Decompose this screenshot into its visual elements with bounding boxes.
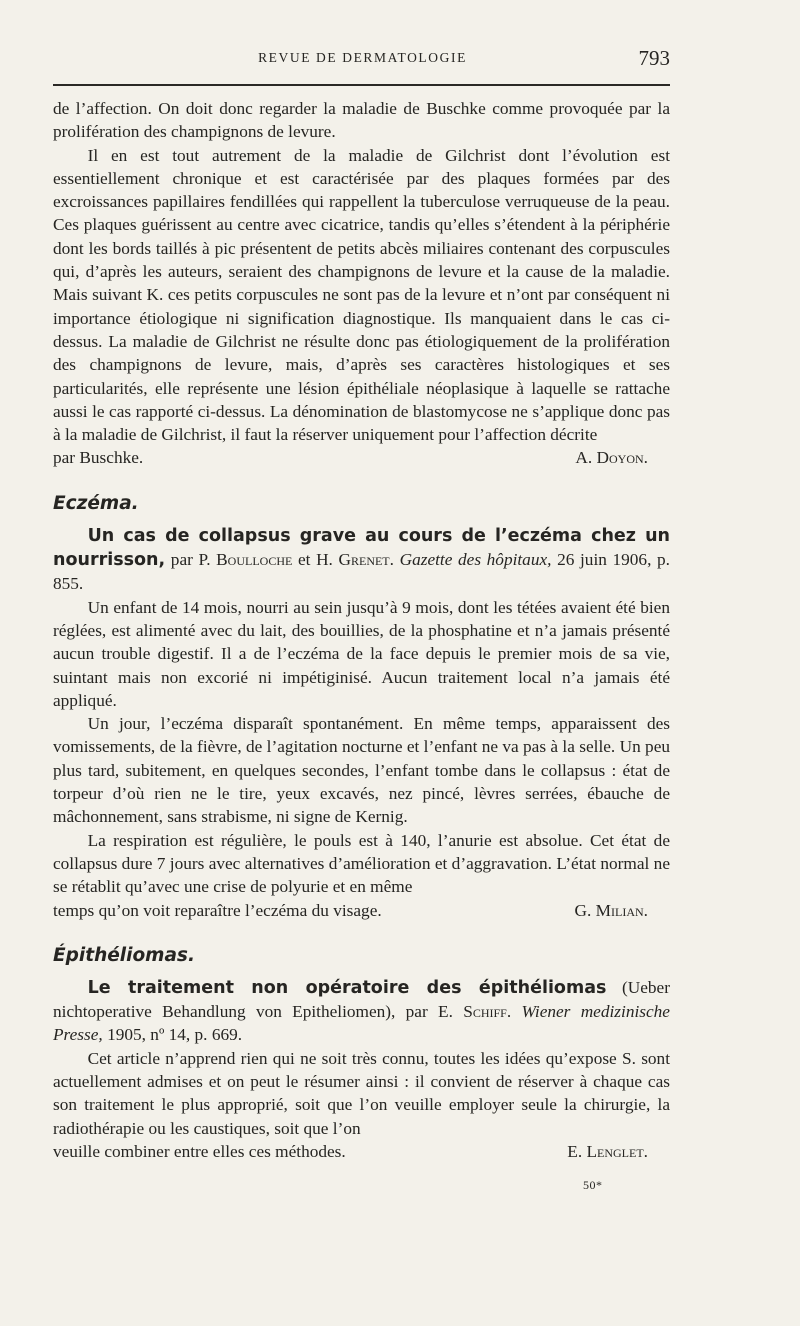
page-number: 793 bbox=[638, 46, 670, 70]
signature-mark: 50* bbox=[583, 1178, 603, 1192]
epitheliomas-paragraph-1-text: Cet article n’apprend rien qui ne soit très connu, toutes les idées qu’expose S. sont actuellement admises et on peut le résumer ainsi : il convient de réserver à chaque cas son traitement le plus approprié, soit que l’on veuille employer seule la chirurgie, la radiothérapie ou les caustiques, soit que l’on bbox=[53, 1048, 670, 1138]
article-heading-epitheliomas bbox=[53, 976, 670, 1047]
author-1-initial: P. bbox=[198, 550, 211, 570]
author-initial-epitheliomas: E. bbox=[438, 1002, 453, 1022]
intro-paragraph-2-text: Il en est tout autrement de la maladie de Gilchrist dont l’évolution est essentiellement chronique et est caractérisée par des plaques formées par des excroissances papillaires fendillées qui rappellent la tuberculose verruqueuse de la peau. Ces plaques guérissent au centre avec cicatrice, tandis qu’elles s’étendent à la périphérie dont les bords taillés à pic présentent de petits abcès miliaires contenant des corpuscules qui, d’après les auteurs, seraient des champignons de levure et la cause de la maladie. Mais suivant K. ces petits corpuscules ne sont pas de la levure et n’ont par conséquent ni importance étiologique ni signification diagnostique. Ils manquaient dans le cas ci-dessus. La maladie de Gilchrist ne résulte donc pas étiologiquement de la prolifération des champignons de levure, mais, d’après ses caractères histologiques et ses particularités, elle représente une lésion épithéliale néoplasique à laquelle se rattache aussi le cas rapporté ci-dessus. La dénomination de blastomycose ne s’applique donc pas à la maladie de Gilchrist, il faut la réserver uniquement pour l’affection décrite bbox=[53, 145, 670, 445]
german-title: (Ueber nichtoperative Behandlung von Epitheliomen), par bbox=[53, 977, 670, 1022]
eczema-paragraph-3-text: La respiration est régulière, le pouls est à 140, l’anurie est absolue. Cet état de collapsus dure 7 jours avec alternatives d’amélioration et d’aggravation. L’état normal ne se rétablit qu’avec une crise de polyurie et en même bbox=[53, 830, 670, 897]
citation-eczema: 26 juin 1906, p. 855. bbox=[53, 550, 670, 594]
journal-name-epitheliomas: Wiener medizinische Presse, bbox=[53, 1002, 670, 1045]
intro-paragraph-2-last: par Buschke. bbox=[53, 448, 144, 468]
byline-par: par bbox=[170, 550, 193, 570]
intro-paragraph-1: de l’affection. On doit donc regarder la maladie de Buschke comme provoquée par la prolifération des champignons de levure. bbox=[53, 99, 670, 142]
journal-name-eczema: Gazette des hôpitaux, bbox=[399, 550, 552, 570]
citation-epitheliomas: 1905, nº 14, p. 669. bbox=[107, 1025, 243, 1045]
body-text bbox=[53, 97, 670, 1163]
page-header bbox=[55, 46, 670, 74]
header-rule bbox=[53, 84, 670, 86]
author-2-name: Grenet. bbox=[338, 550, 394, 570]
epitheliomas-signature: E. Lenglet. bbox=[567, 1141, 648, 1161]
intro-paragraph-2 bbox=[53, 144, 670, 447]
author-name-epitheliomas: Schiff. bbox=[463, 1002, 512, 1022]
author-2-initial: H. bbox=[316, 550, 333, 570]
intro-signature-line bbox=[53, 446, 670, 469]
article-title-epitheliomas: Le traitement non opératoire des épithéliomas bbox=[87, 977, 607, 998]
article-heading-eczema bbox=[53, 524, 670, 596]
byline-et: et bbox=[297, 550, 311, 570]
epitheliomas-paragraph-1-last: veuille combiner entre elles ces méthodes. bbox=[53, 1141, 346, 1161]
running-title: REVUE DE DERMATOLOGIE bbox=[258, 50, 467, 65]
epitheliomas-signature-line bbox=[53, 1140, 670, 1163]
eczema-signature-line bbox=[53, 899, 670, 922]
eczema-signature: G. Milian. bbox=[574, 900, 648, 920]
section-title-eczema: Eczéma. bbox=[53, 492, 139, 514]
section-title-epitheliomas: Épithéliomas. bbox=[53, 944, 195, 966]
epitheliomas-paragraph-1 bbox=[53, 1047, 670, 1140]
eczema-paragraph-3-last: temps qu’on voit reparaître l’eczéma du visage. bbox=[53, 900, 382, 920]
intro-signature: A. Doyon. bbox=[575, 448, 648, 468]
author-1-name: Boulloche bbox=[216, 550, 293, 570]
eczema-paragraph-3 bbox=[53, 829, 670, 899]
eczema-paragraph-2: Un jour, l’eczéma disparaît spontanément. En même temps, apparaissent des vomissements, de la fièvre, de l’agitation nocturne et l’enfant ne va pas à la selle. Un peu plus tard, subitement, en quelques secondes, l’enfant tombe dans le collapsus : état de torpeur d’où rien ne le tire, yeux excavés, nez pincé, lèvres serrées, ébauche de mâchonnement, sans strabisme, ni signe de Kernig. bbox=[53, 714, 670, 827]
article-title-eczema: Un cas de collapsus grave au cours de l’eczéma chez un nourrisson, bbox=[53, 525, 670, 571]
eczema-paragraph-1: Un enfant de 14 mois, nourri au sein jusqu’à 9 mois, dont les tétées avaient été bien réglées, est alimenté avec du lait, des bouillies, de la phosphatine et n’a jamais présenté aucun trouble digestif. Il a de l’eczéma de la face depuis le premier mois de sa vie, suintant mais non excorié ni impétiginisé. Aucun traitement local n’a jamais été appliqué. bbox=[53, 597, 670, 710]
